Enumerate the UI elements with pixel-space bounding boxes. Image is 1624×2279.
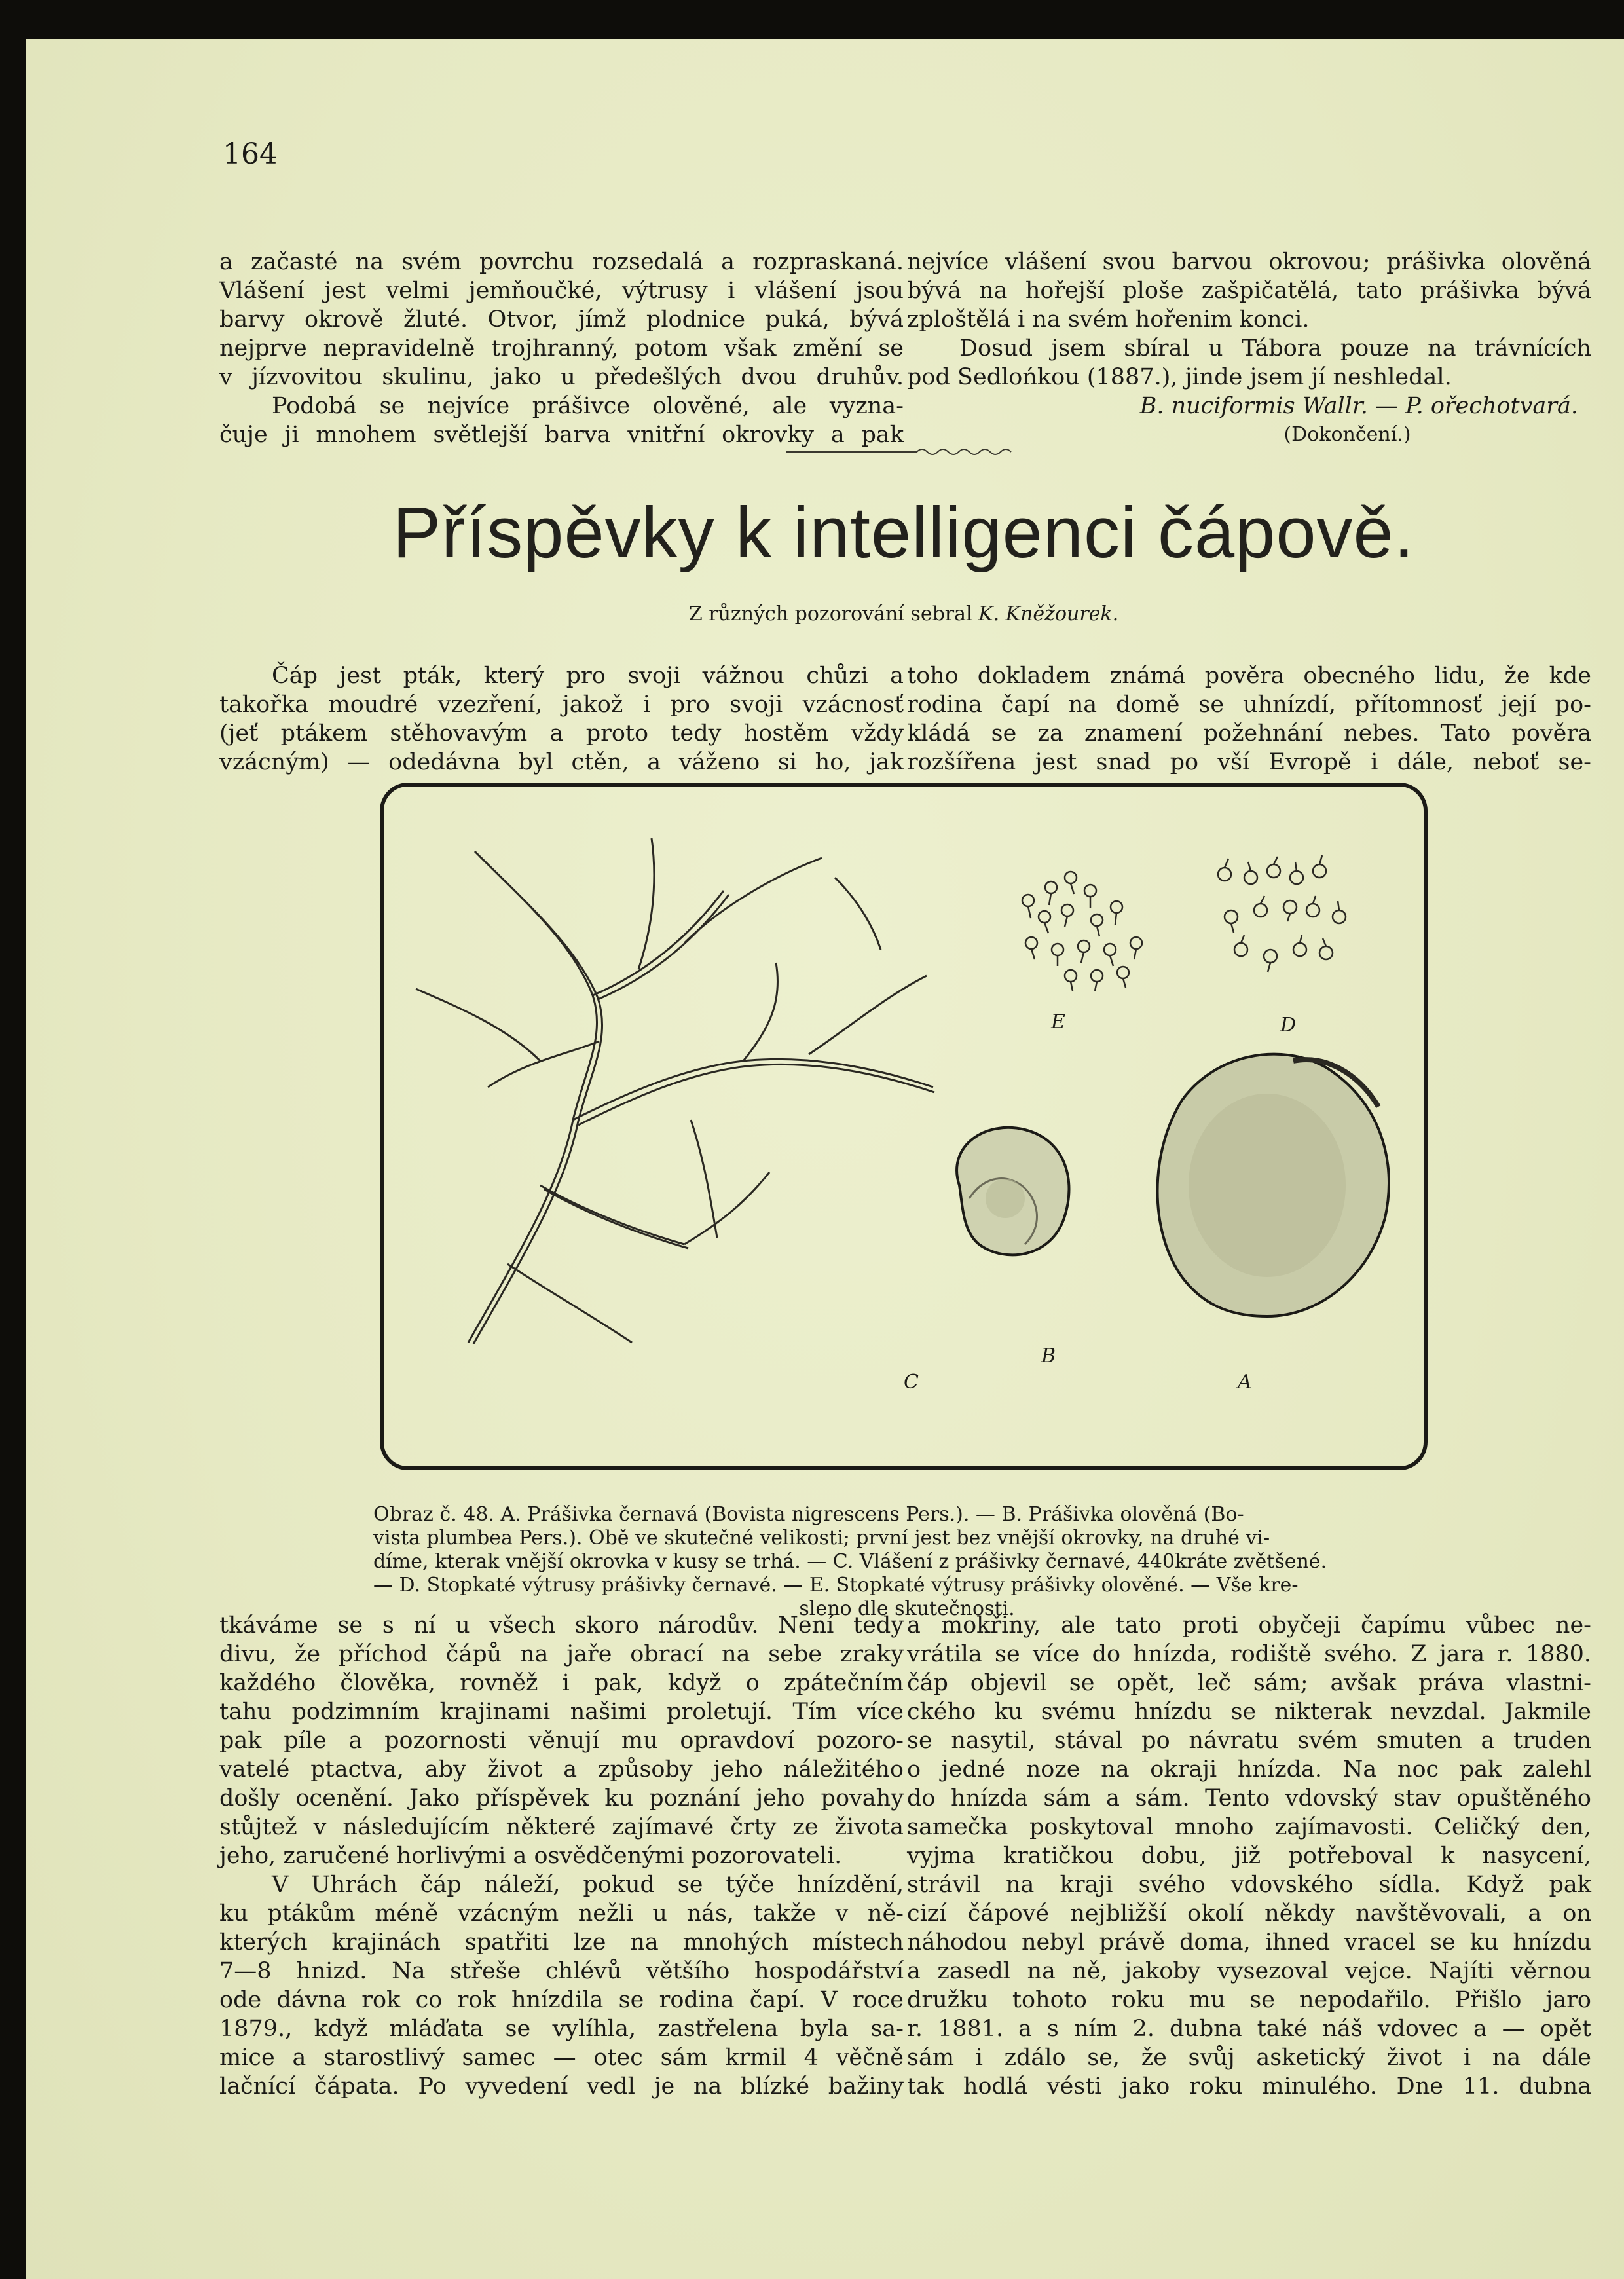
bottom-right-column	[907, 1611, 1591, 2101]
text-line: cizí čápové nejbližší okolí někdy navštěvovali, a on	[907, 1900, 1591, 1927]
spores-drawing-e	[1022, 872, 1142, 991]
puffball-drawing-b	[957, 1128, 1069, 1255]
text-line: a mokřiny, ale tato proti obyčeji čapímu vůbec ne-	[907, 1612, 1591, 1639]
page-number: 164	[223, 138, 278, 171]
text-line: r. 1881. a s ním 2. dubna také náš vdovec a — opět	[907, 2016, 1591, 2042]
hyphae-drawing-c	[416, 838, 934, 1344]
text-line: ode dávna rok co rok hnízdila se rodina čapí. V roce	[219, 1987, 904, 2013]
subtitle-text: Z různých pozorování sebral	[688, 602, 972, 625]
text-line: divu, že příchod čápů na jaře obrací na sebe zraky	[219, 1641, 904, 1667]
text-line: kterých krajinách spatřiti lze na mnohých místech	[219, 1929, 904, 1955]
text-line: družku tohoto roku mu se nepodařilo. Přišlo jaro	[907, 1987, 1591, 2013]
text-line: 7—8 hnizd. Na střeše chlévů většího hospodářství	[219, 1958, 904, 1984]
caption-line: sleno dle skutečnosti.	[799, 1597, 1015, 1620]
text-line: tak hodlá vésti jako roku minulého. Dne 11. dubna	[907, 2073, 1591, 2100]
text-line: sám i zdálo se, že svůj asketický život i na dále	[907, 2045, 1591, 2071]
text-line: pak píle a pozornosti věnují mu opravdoví pozoro-	[219, 1728, 904, 1754]
label-e: E	[1051, 1010, 1065, 1033]
label-a: A	[1238, 1371, 1252, 1394]
text-line: barvy okrově žluté. Otvor, jímž plodnice puká, bývá	[219, 306, 904, 333]
text-line: bývá na hořejší ploše zašpičatělá, tato prášivka bývá	[907, 278, 1591, 304]
text-line: nejprve nepravidelně trojhranný, potom však změní se	[219, 335, 904, 361]
text-line: o jedné noze na okraji hnízda. Na noc pak zalehl	[907, 1756, 1591, 1783]
text-line: pod Sedlońkou (1887.), jinde jsem jí neshledal.	[907, 364, 1452, 390]
text-line: kládá se za znamení požehnání nebes. Tato pověra	[907, 720, 1591, 747]
caption-line: Obraz č. 48. A. Prášivka černavá (Bovista nigrescens Pers.). — B. Prášivka olověná (Bo-	[373, 1503, 1244, 1526]
text-line: došly ocenění. Jako příspěvek ku poznání jeho povahy	[219, 1785, 904, 1811]
text-line: stůjtež v následujícím některé zajímavé črty ze života	[219, 1814, 904, 1840]
text-line: rozšířena jest snad po vší Evropě i dále, neboť se-	[907, 749, 1591, 775]
label-b: B	[1041, 1344, 1056, 1367]
text-line: V Uhrách čáp náleží, pokud se týče hnízdění,	[272, 1872, 904, 1898]
text-line: 1879., když mláďata se vylíhla, zastřelena byla sa-	[219, 2016, 904, 2042]
top-right-column	[907, 248, 1591, 449]
page	[26, 39, 1624, 2279]
text-line: mice a starostlivý samec — otec sám krmil 4 věčně	[219, 2045, 904, 2071]
text-line: Vlášení jest velmi jemňoučké, výtrusy i vlášení jsou	[219, 278, 904, 304]
intro-right-column	[907, 661, 1591, 777]
ornament-divider	[786, 445, 1035, 458]
text-line: do hnízda sám a sám. Tento vdovský stav opuštěného	[907, 1785, 1591, 1811]
article-title: Příspěvky k intelligenci čápově.	[392, 492, 1415, 573]
text-line: jeho, zaručené horlivými a osvědčenými pozorovateli.	[219, 1843, 842, 1869]
puffball-drawing-a	[1158, 1054, 1390, 1316]
text-line: vyjma kratičkou dobu, již potřeboval k nasycení,	[907, 1843, 1591, 1869]
label-d: D	[1280, 1014, 1297, 1037]
text-line: (jeť ptákem stěhovavým a proto tedy hostěm vždy	[219, 720, 904, 747]
article-author: K. Kněžourek.	[978, 602, 1119, 625]
signature: B. nuciformis Wallr. — P. ořechotvará.	[1139, 393, 1578, 419]
text-line: samečka poskytoval mnoho zajímavosti. Celičký den,	[907, 1814, 1591, 1840]
caption-line: — D. Stopkaté výtrusy prášivky černavé. — E. Stopkaté výtrusy prášivky olověné. — Vše kre-	[373, 1574, 1299, 1597]
text-line: vatelé ptactva, aby život a způsoby jeho náležitého	[219, 1756, 904, 1783]
top-left-column	[219, 248, 904, 449]
text-line: vzácným) — odedávna byl ctěn, a váženo si ho, jak	[219, 749, 904, 775]
caption-line: vista plumbea Pers.). Obě ve skutečné velikosti; první jest bez vnější okrovky, na druhé vi-	[373, 1527, 1270, 1549]
text-line: tahu podzimním krajinami našimi proletují. Tím více	[219, 1699, 904, 1725]
label-c: C	[904, 1371, 919, 1394]
figure-caption	[373, 1503, 1441, 1621]
text-line: náhodou nebyl právě doma, ihned vracel se ku hnízdu	[907, 1929, 1591, 1955]
caption-line: díme, kterak vnější okrovka v kusy se trhá. — C. Vlášení z prášivky černavé, 440kráte zvětšené.	[373, 1550, 1327, 1573]
intro-left-column	[219, 661, 904, 777]
article-subtitle	[223, 602, 1585, 625]
text-line: strávil na kraji svého vdovského sídla. Když pak	[907, 1872, 1591, 1898]
figure-48	[377, 779, 1431, 1473]
text-line: Podobá se nejvíce prášivce olověné, ale vyzna-	[272, 393, 904, 419]
text-line: tkáváme se s ní u všech skoro národův. Není tedy	[219, 1612, 904, 1639]
bottom-left-column	[219, 1611, 904, 2101]
text-line: rodina čapí na domě se uhnízdí, přítomnosť její po-	[907, 692, 1591, 718]
text-line: zploštělá i na svém hořenim konci.	[907, 306, 1310, 333]
text-line: Dosud jsem sbíral u Tábora pouze na trávnících	[959, 335, 1591, 361]
text-line: každého člověka, rovněž i pak, když o zpátečním	[219, 1670, 904, 1696]
text-line: čáp objevil se opět, leč sám; avšak práva vlastni-	[907, 1670, 1591, 1696]
text-line: nejvíce vlášení svou barvou okrovou; prášivka olověná	[907, 249, 1591, 275]
text-line: vrátila se více do hnízda, rodiště svého. Z jara r. 1880.	[907, 1641, 1591, 1667]
text-line: čuje ji mnohem světlejší barva vnitřní okrovky a pak	[219, 422, 904, 448]
signature-note: (Dokončení.)	[1283, 423, 1411, 446]
text-line: ku ptákům méně vzácným nežli u nás, takže v ně-	[219, 1900, 904, 1927]
text-line: lačnící čápata. Po vyvedení vedl je na blízké bažiny	[219, 2073, 904, 2100]
text-line: Čáp jest pták, který pro svoji vážnou chůzi a	[272, 663, 904, 689]
text-line: takořka moudré vzezření, jakož i pro svoji vzácnosť	[219, 692, 904, 718]
text-line: a začasté na svém povrchu rozsedalá a rozpraskaná.	[219, 249, 904, 275]
text-line: se nasytil, stával po návratu svém smuten a truden	[907, 1728, 1591, 1754]
text-line: v jízvovitou skulinu, jako u předešlých dvou druhův.	[219, 364, 904, 390]
text-line: toho dokladem známá pověra obecného lidu, že kde	[907, 663, 1591, 689]
text-line: a zasedl na ně, jakoby vysezoval vejce. Najíti věrnou	[907, 1958, 1591, 1984]
text-line: ckého ku svému hnízdu se nikterak nevzdal. Jakmile	[907, 1699, 1591, 1725]
spores-drawing-d	[1218, 855, 1346, 972]
